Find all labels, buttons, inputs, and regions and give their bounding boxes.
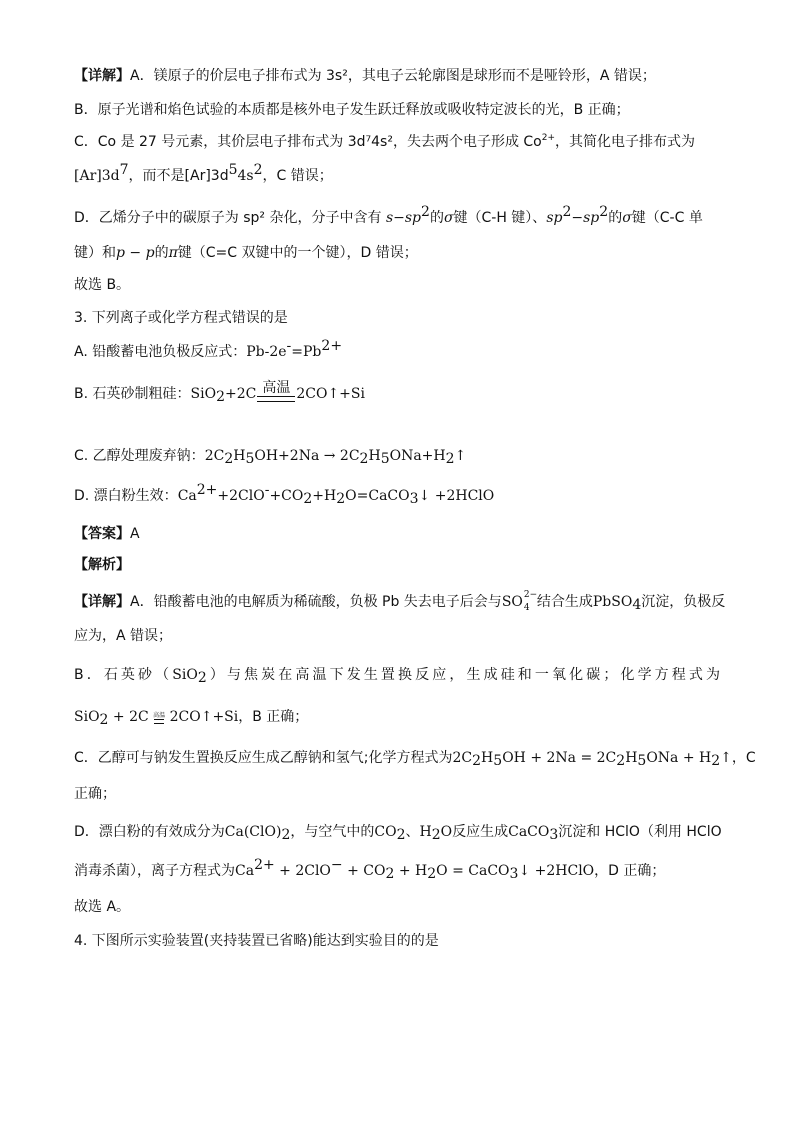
explanation-a-line2: 应为，A 错误； — [74, 628, 173, 644]
explanation-b-line1: B．石英砂（SiO$_2$）与焦炭在高温下发生置换反应，生成硅和一氧化碳；化学方程式为 — [74, 667, 721, 686]
prev-explanation-d-line1: D．乙烯分子中的碳原子为 sp² 杂化，分子中含有 $s-sp^2$的σ键（C-H 键）、$sp^2-sp^2$的σ键（C-C 单 — [74, 204, 703, 226]
prev-choice: 故选 B。 — [74, 277, 131, 293]
answer-value: A — [130, 526, 140, 542]
prev-explanation-c-line2: $[Ar]3d^7$，而不是$[Ar]3d^54s^2$，C 错误； — [74, 162, 333, 184]
option-b: B. 石英砂制粗硅：SiO$_2$+2C 高温 2CO↑+Si — [74, 380, 365, 405]
reaction-condition-high-temp: 高温 — [256, 380, 296, 406]
detail-tag: 【详解】 — [74, 68, 130, 84]
explanation-b-line2: SiO$_2$ + 2C 高温 2CO↑+Si，B 正确； — [74, 709, 309, 728]
next-question-stem: 4. 下图所示实验装置(夹持装置已省略)能达到实验目的的是 — [74, 933, 439, 949]
prev-explanation-b: B．原子光谱和焰色试验的本质都是核外电子发生跃迁释放或吸收特定波长的光，B 正确； — [74, 102, 630, 118]
option-c: C. 乙醇处理废弃钠：$2C_2H_5OH+2Na$ → $2C_2H_5ONa+H_2↑$ — [74, 448, 467, 467]
option-a: A. 铅酸蓄电池负极反应式：$Pb-2e^-=Pb^{2+}$ — [74, 338, 343, 360]
analysis-line — [74, 555, 130, 575]
option-d: D. 漂白粉生效：$Ca^{2+}+2ClO^-+CO_2+H_2O=CaCO_3↓$ +2HClO — [74, 482, 495, 507]
analysis-tag: 【解析】 — [74, 557, 130, 573]
prev-explanation-c-line1: C．Co 是 27 号元素，其价层电子排布式为 3d⁷4s²，失去两个电子形成 $Co^{2+}$，其简化电子排布式为 — [74, 133, 696, 150]
prev-explanation-d-line2: 键）和p − p的π键（C=C 双键中的一个键），D 错误； — [74, 245, 418, 261]
explanation-choice: 故选 A。 — [74, 899, 131, 915]
explanation-c-line2: 正确； — [74, 786, 116, 802]
question-stem: 3. 下列离子或化学方程式错误的是 — [74, 310, 288, 326]
explanation-a-line1: 【详解】A．铅酸蓄电池的电解质为稀硫酸，负极 Pb 失去电子后会与SO 2− 4 结合生成PbSO$_4$沉淀，负极反 — [74, 590, 726, 613]
reaction-condition-high-temp-small: 高温 — [153, 712, 165, 729]
answer-tag: 【答案】 — [74, 526, 130, 542]
explanation-d-line1: D．漂白粉的有效成分为$Ca(ClO)_2$，与空气中的$CO_2$、$H_2O$反应生成CaCO$_3$沉淀和 HClO（利用 HClO — [74, 824, 722, 843]
explanation-c-line1: C．乙醇可与钠发生置换反应生成乙醇钠和氢气;化学方程式为$2C_2H_5OH + 2Na = 2C_2H_5ONa$ + $H_2↑$，C — [74, 750, 756, 769]
answer-line — [74, 524, 140, 544]
prev-explanation-a: 【详解】A．镁原子的价层电子排布式为 3s²，其电子云轮廓图是球形而不是哑铃形，A 错误； — [74, 68, 656, 84]
explanation-d-line2: 消毒杀菌），离子方程式为$Ca^{2+} + 2ClO^- + CO_2 + H_2O$ = CaCO$_3$↓ +2HClO，D 正确； — [74, 857, 666, 882]
